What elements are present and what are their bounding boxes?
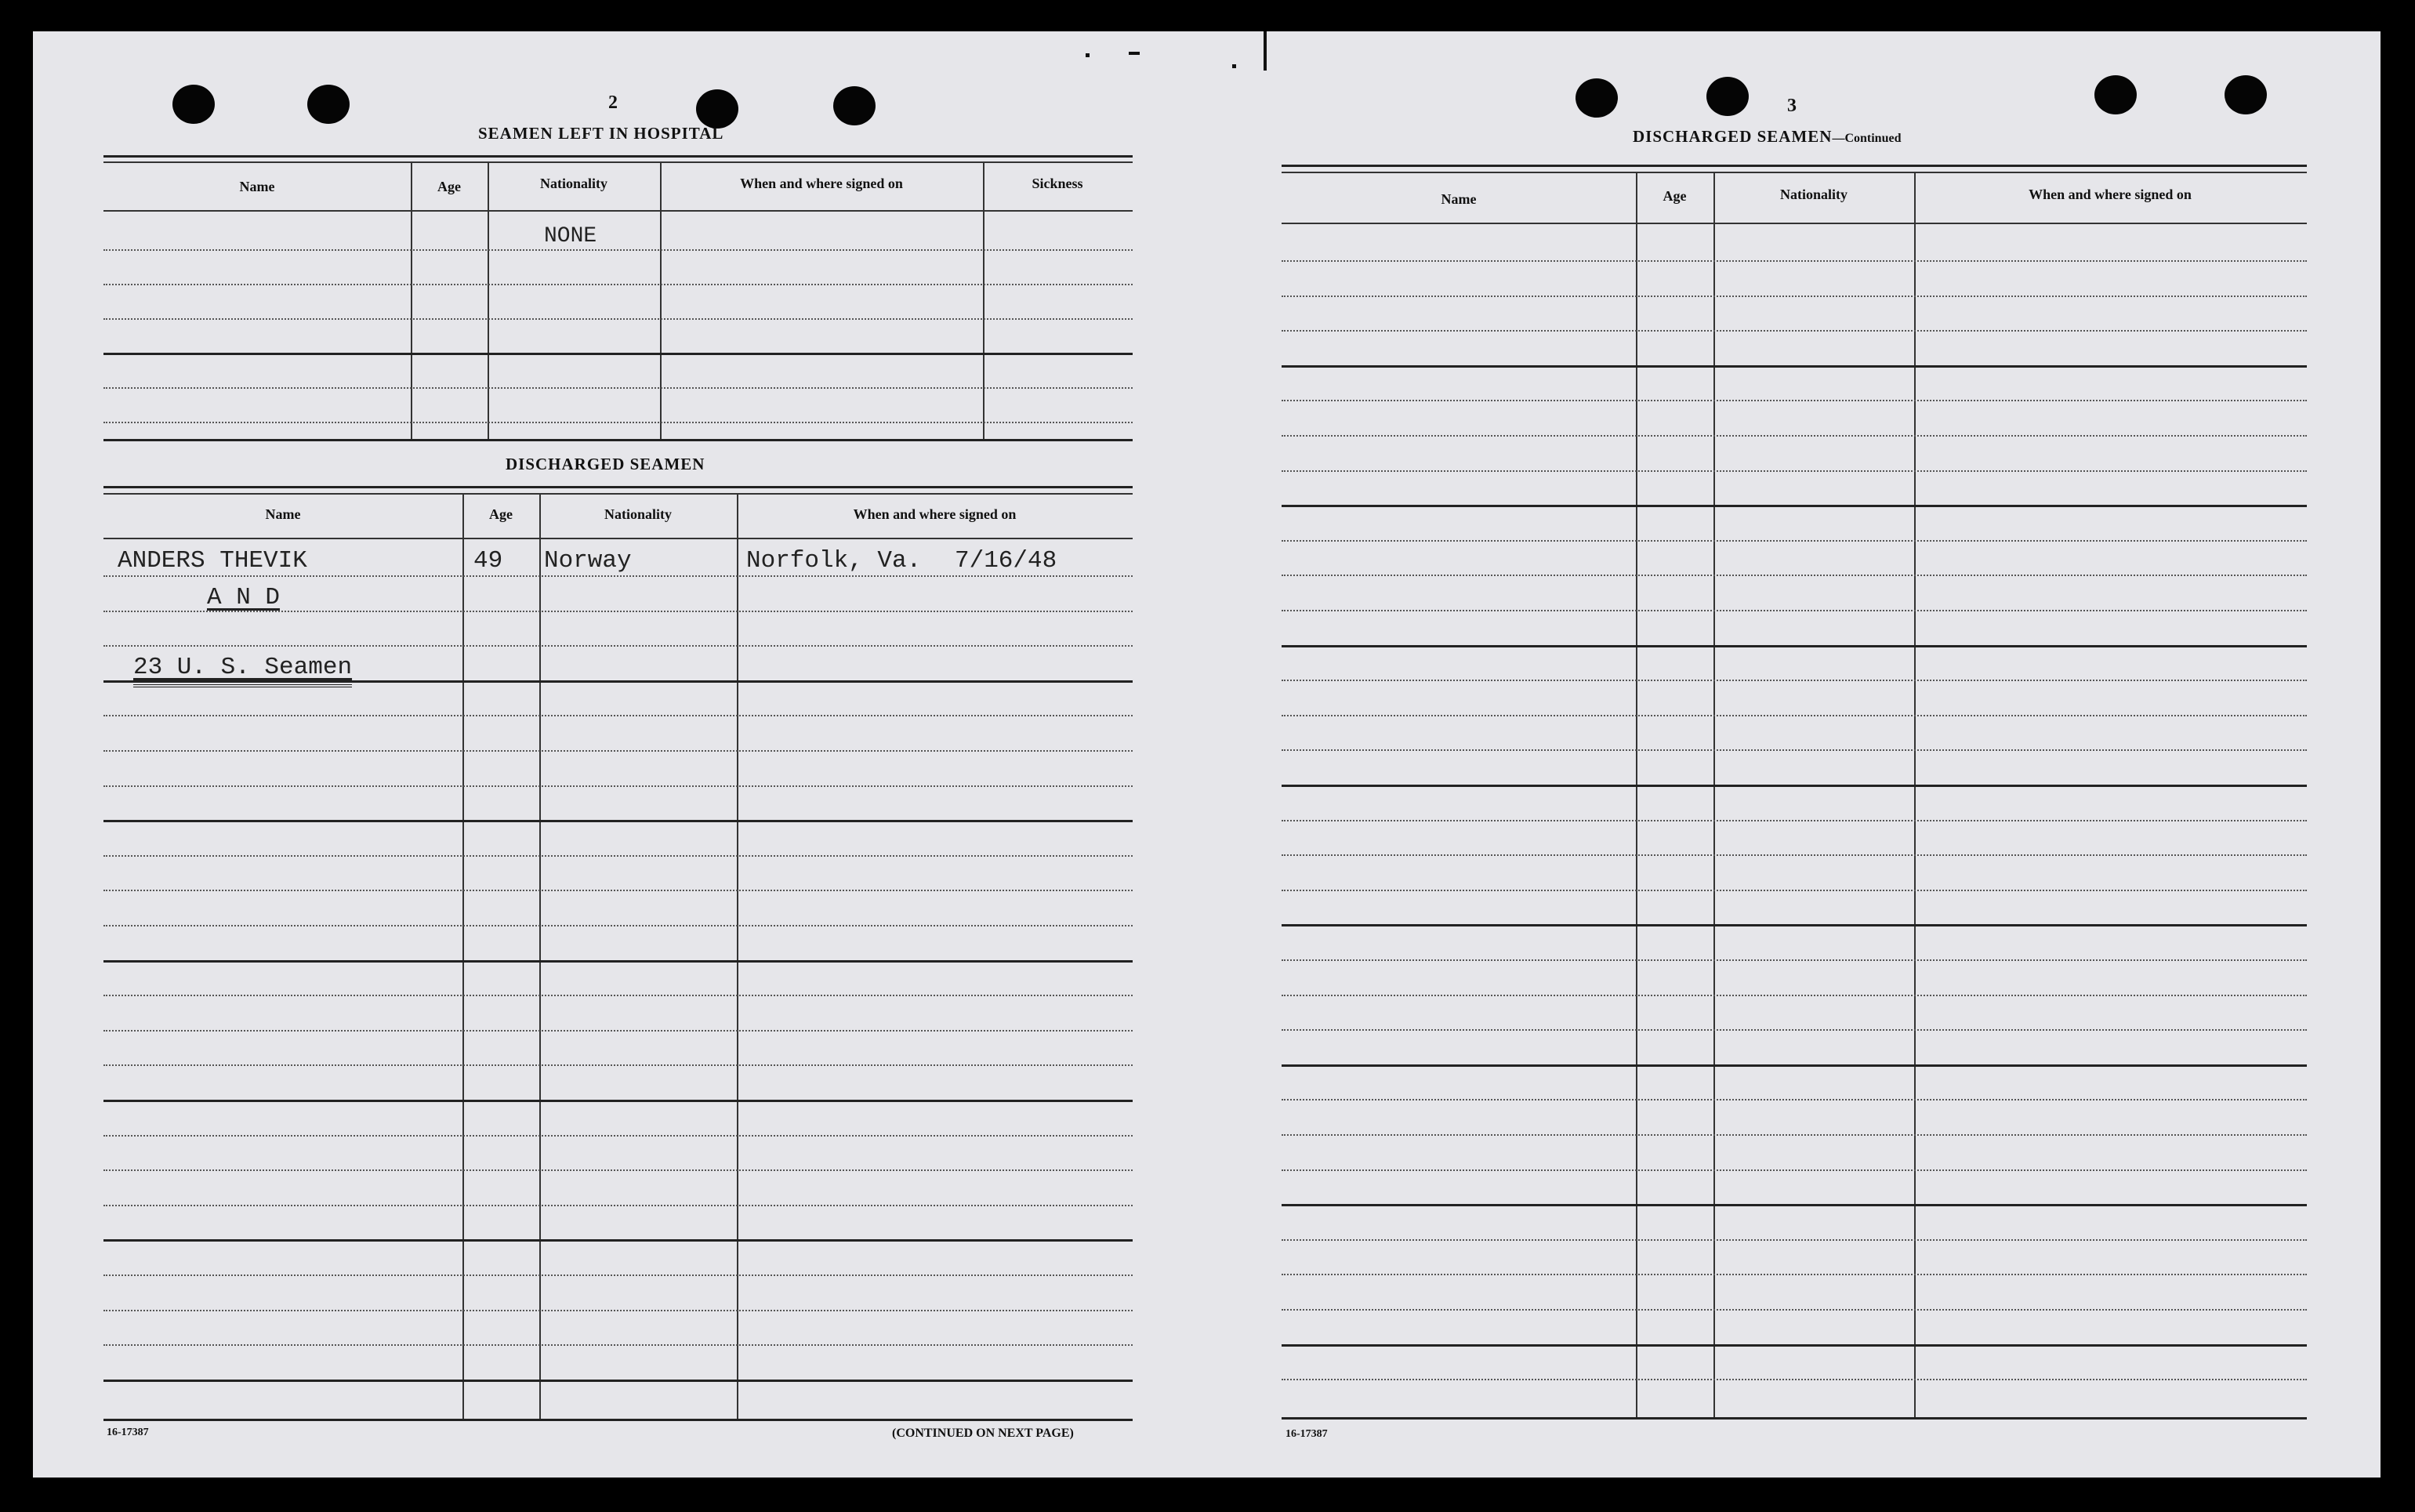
ruled-line — [103, 1380, 1133, 1382]
ruled-line — [1282, 854, 2307, 856]
ruled-line — [103, 995, 1133, 996]
ruled-line — [1282, 645, 2307, 647]
signed-on-place: Norfolk, Va. — [746, 547, 922, 575]
ruled-line — [103, 387, 1133, 389]
column-header-name: Name — [265, 506, 301, 522]
column-header-signed-on: When and where signed on — [2029, 187, 2192, 202]
ruled-line — [103, 1275, 1133, 1276]
table-top-border — [103, 493, 1133, 495]
ruled-line — [1282, 1309, 2307, 1311]
column-header-age: Age — [437, 179, 461, 194]
punch-hole — [2225, 75, 2267, 114]
ruled-line — [1282, 785, 2307, 787]
us-seamen-entry: 23 U. S. Seamen — [133, 654, 352, 687]
column-header-sickness: Sickness — [1032, 176, 1083, 191]
ruled-line — [1282, 1204, 2307, 1206]
signed-on-date: 7/16/48 — [955, 547, 1057, 575]
ruled-line — [103, 1205, 1133, 1206]
table-top-border — [103, 155, 1133, 158]
ruled-line — [1282, 715, 2307, 716]
ruled-line — [1282, 924, 2307, 926]
ruled-line — [1282, 1099, 2307, 1100]
hospital-entry: NONE — [544, 224, 597, 248]
seaman-age: 49 — [473, 547, 503, 575]
page-number: 2 — [608, 92, 618, 113]
column-divider — [411, 163, 412, 439]
column-header-name: Name — [239, 179, 275, 194]
ruled-line — [1282, 365, 2307, 368]
form-number: 16-17387 — [107, 1427, 149, 1438]
ruled-line — [103, 575, 1133, 577]
conjunction-entry: A N D — [207, 584, 281, 611]
seaman-nationality: Norway — [544, 547, 632, 575]
ruled-line — [1282, 575, 2307, 576]
column-header-name: Name — [1441, 191, 1477, 207]
ruled-line — [103, 1310, 1133, 1311]
column-divider — [1636, 172, 1637, 1419]
table-top-border — [103, 161, 1133, 163]
column-divider — [462, 494, 464, 1419]
continued-note: (CONTINUED ON NEXT PAGE) — [892, 1427, 1074, 1440]
ruled-line — [103, 284, 1133, 285]
ruled-line — [103, 890, 1133, 891]
ruled-line — [103, 750, 1133, 752]
table-top-border — [1282, 165, 2307, 167]
scan-mark — [1086, 53, 1090, 57]
scan-mark — [1232, 64, 1236, 68]
ruled-line — [103, 318, 1133, 320]
column-divider — [983, 163, 984, 439]
ruled-line — [1282, 680, 2307, 681]
ruled-line — [1282, 400, 2307, 401]
title-text: DISCHARGED SEAMEN — [1633, 127, 1833, 146]
ruled-line — [103, 820, 1133, 822]
ruled-line — [1282, 505, 2307, 507]
ruled-line — [1282, 959, 2307, 961]
ruled-line — [1282, 1274, 2307, 1275]
punch-hole — [1706, 77, 1749, 116]
ruled-line — [1282, 1134, 2307, 1136]
scan-mark — [1264, 31, 1267, 71]
punch-hole — [172, 85, 215, 124]
ruled-line — [1282, 890, 2307, 891]
punch-hole — [1576, 78, 1618, 118]
ruled-line — [1282, 1029, 2307, 1031]
ruled-line — [103, 1239, 1133, 1242]
ruled-line — [103, 422, 1133, 423]
column-header-nationality: Nationality — [604, 506, 672, 522]
page-number: 3 — [1787, 96, 1797, 116]
ruled-line — [103, 1064, 1133, 1066]
table-bottom-border — [103, 439, 1133, 441]
ruled-line — [1282, 260, 2307, 262]
column-divider — [1914, 172, 1916, 1419]
column-header-nationality: Nationality — [1779, 187, 1848, 202]
ruled-line — [103, 1135, 1133, 1137]
hospital-section-title: SEAMEN LEFT IN HOSPITAL — [478, 124, 724, 143]
column-header-nationality: Nationality — [539, 176, 607, 191]
title-suffix: —Continued — [1832, 132, 1902, 145]
ruled-line — [1282, 1064, 2307, 1067]
header-underline — [103, 210, 1133, 212]
ruled-line — [103, 855, 1133, 857]
table-bottom-border — [103, 1419, 1133, 1421]
ruled-line — [103, 1169, 1133, 1171]
ruled-line — [103, 960, 1133, 963]
ruled-line — [103, 1100, 1133, 1102]
scan-mark — [1129, 52, 1140, 55]
ruled-line — [1282, 435, 2307, 437]
ruled-line — [103, 645, 1133, 647]
ruled-line — [1282, 1169, 2307, 1171]
discharged-section-title: DISCHARGED SEAMEN — [506, 455, 705, 473]
column-divider — [737, 494, 738, 1419]
ruled-line — [103, 1030, 1133, 1032]
ruled-line — [103, 249, 1133, 251]
table-top-border — [103, 486, 1133, 488]
ruled-line — [1282, 610, 2307, 611]
ruled-line — [1282, 330, 2307, 332]
ruled-line — [103, 715, 1133, 716]
header-underline — [1282, 223, 2307, 224]
document-sheet — [33, 31, 2381, 1478]
ruled-line — [1282, 749, 2307, 751]
ruled-line — [1282, 820, 2307, 821]
punch-hole — [307, 85, 350, 124]
ruled-line — [1282, 540, 2307, 542]
ruled-line — [1282, 470, 2307, 472]
ruled-line — [103, 785, 1133, 787]
table-bottom-border — [1282, 1417, 2307, 1420]
column-header-age: Age — [489, 506, 513, 522]
ruled-line — [1282, 1344, 2307, 1347]
discharged-continued-title — [1633, 127, 1901, 147]
column-divider — [539, 494, 541, 1419]
ruled-line — [103, 1344, 1133, 1346]
ruled-line — [1282, 1379, 2307, 1380]
table-top-border — [1282, 172, 2307, 173]
ruled-line — [103, 925, 1133, 926]
seaman-name: ANDERS THEVIK — [118, 547, 307, 575]
column-divider — [488, 163, 489, 439]
column-header-age: Age — [1663, 188, 1687, 204]
ruled-line — [103, 353, 1133, 355]
column-header-signed-on: When and where signed on — [740, 176, 903, 191]
punch-hole — [833, 86, 876, 125]
ruled-line — [1282, 995, 2307, 996]
form-number: 16-17387 — [1285, 1428, 1328, 1440]
ruled-line — [1282, 296, 2307, 297]
column-header-signed-on: When and where signed on — [853, 506, 1017, 522]
column-divider — [660, 163, 662, 439]
punch-hole — [2094, 75, 2137, 114]
column-divider — [1713, 172, 1715, 1419]
punch-hole — [696, 89, 738, 129]
header-underline — [103, 538, 1133, 539]
ruled-line — [1282, 1239, 2307, 1241]
